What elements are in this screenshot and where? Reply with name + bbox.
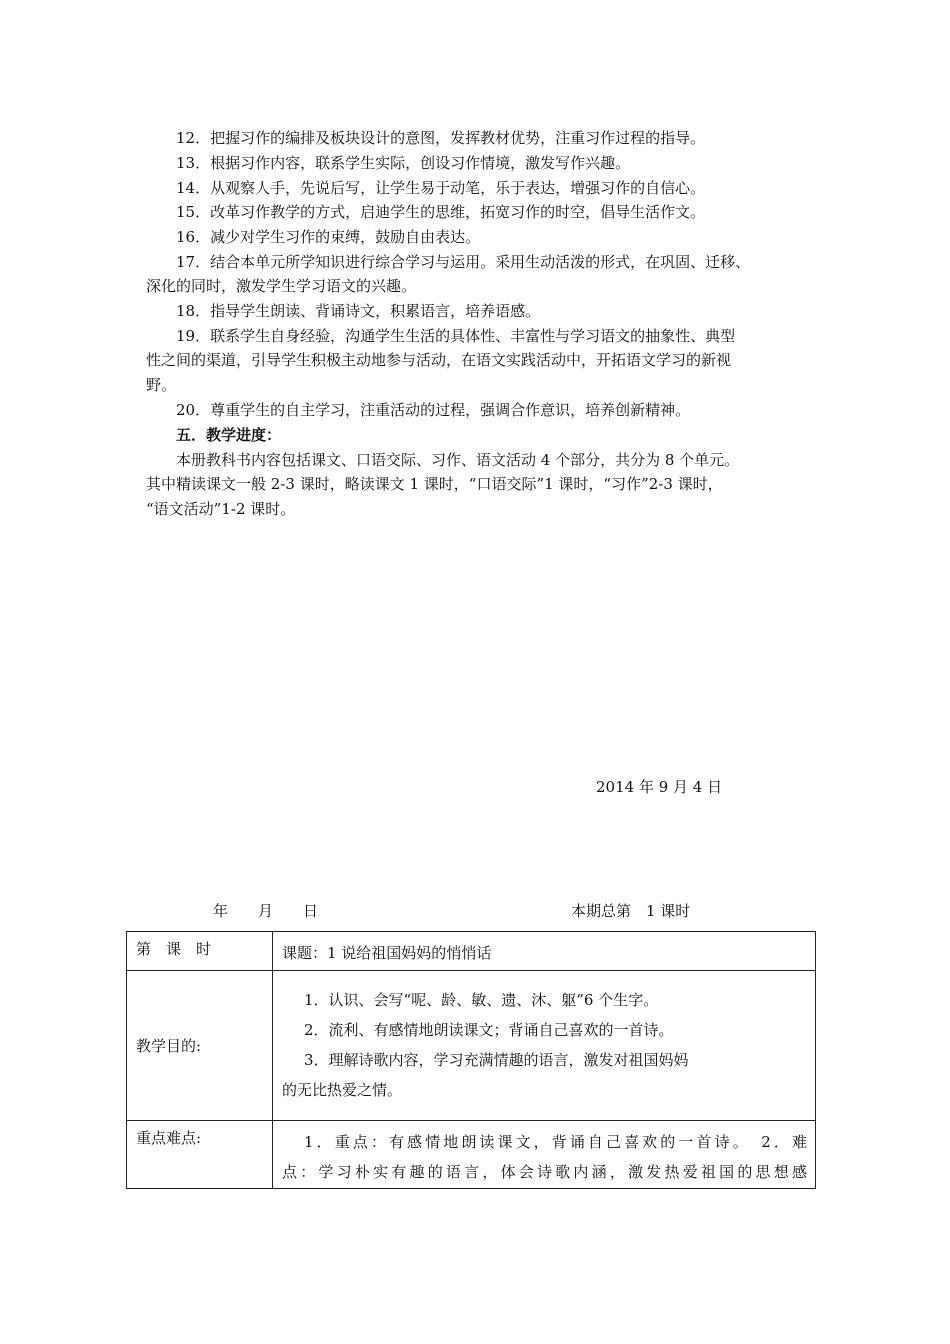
- key-difficult-points-label-text: 重点难点:: [136, 1129, 202, 1147]
- document-date: 2014 年 9 月 4 日: [596, 778, 723, 796]
- section-5-line-1: 本册教科书内容包括课文、口语交际、习作、语文活动 4 个部分，共分为 8 个单元。: [176, 451, 740, 469]
- item-19-line-2: 性之间的渠道，引导学生积极主动地参与活动，在语文实践活动中，开拓语文学习的新视: [146, 351, 732, 369]
- item-19-line-1: 19．联系学生自身经验，沟通学生生活的具体性、丰富性与学习语文的抽象性、典型: [176, 327, 736, 345]
- key-points-line-1: 1．重点：有感情地朗读课文，背诵自己喜欢的一首诗。 2．难: [304, 1133, 807, 1151]
- objective-3-line-1: 3．理解诗歌内容，学习充满情趣的语言，激发对祖国妈妈: [304, 1051, 689, 1069]
- table-row: [127, 1121, 816, 1189]
- lesson-number-label: [127, 932, 273, 971]
- objective-2: 2．流利、有感情地朗读课文；背诵自己喜欢的一首诗。: [304, 1021, 674, 1039]
- objective-1: 1．认识、会写“呢、龄、敏、遗、沐、躯”6 个生字。: [304, 991, 659, 1009]
- item-16: 16．减少对学生习作的束缚，鼓励自由表达。: [176, 228, 481, 246]
- key-points-line-2: 点：学习朴实有趣的语言，体会诗歌内涵，激发热爱祖国的思想感: [282, 1163, 807, 1181]
- item-18: 18．指导学生朗读、背诵诗文，积累语言，培养语感。: [176, 302, 541, 320]
- item-17-line-1: 17．结合本单元所学知识进行综合学习与运用。采用生动活泼的形式，在巩固、迁移、: [176, 253, 751, 271]
- key-difficult-points-cell: [273, 1121, 816, 1189]
- item-12: 12．把握习作的编排及板块设计的意图，发挥教材优势，注重习作过程的指导。: [176, 129, 706, 147]
- item-15: 15．改革习作教学的方式，启迪学生的思维，拓宽习作的时空，倡导生活作文。: [176, 203, 706, 221]
- lesson-title: 课题：1 说给祖国妈妈的悄悄话: [282, 944, 492, 962]
- lesson-number-label-text: 第 课 时: [136, 940, 212, 958]
- key-difficult-points-label: [127, 1121, 273, 1189]
- objective-3-line-2: 的无比热爱之情。: [282, 1081, 403, 1099]
- section-5-line-3: “语文活动”1-2 课时。: [146, 500, 296, 518]
- lesson-date-fields: 年 月 日: [213, 902, 319, 920]
- lesson-total-count: 本期总第 1 课时: [571, 902, 691, 920]
- item-17-line-2: 深化的同时，激发学生学习语文的兴趣。: [146, 277, 417, 295]
- table-row: [127, 971, 816, 1121]
- table-row: [127, 932, 816, 971]
- item-19-line-3: 野。: [146, 376, 177, 394]
- teaching-objectives-cell: [273, 971, 816, 1121]
- lesson-plan-table: [126, 931, 816, 1189]
- teaching-objectives-label-text: 教学目的:: [136, 1037, 202, 1055]
- section-heading: 五．教学进度：: [176, 426, 282, 444]
- item-14: 14．从观察人手，先说后写，让学生易于动笔，乐于表达，增强习作的自信心。: [176, 179, 706, 197]
- section-5-line-2: 其中精读课文一般 2-3 课时，略读课文 1 课时，“口语交际”1 课时，“习作”2-3 课时，: [146, 475, 723, 493]
- lesson-title-cell: [273, 932, 816, 971]
- item-20: 20．尊重学生的自主学习，注重活动的过程，强调合作意识，培养创新精神。: [176, 401, 691, 419]
- item-13: 13．根据习作内容，联系学生实际，创设习作情境，激发写作兴趣。: [176, 154, 631, 172]
- teaching-objectives-label: [127, 971, 273, 1121]
